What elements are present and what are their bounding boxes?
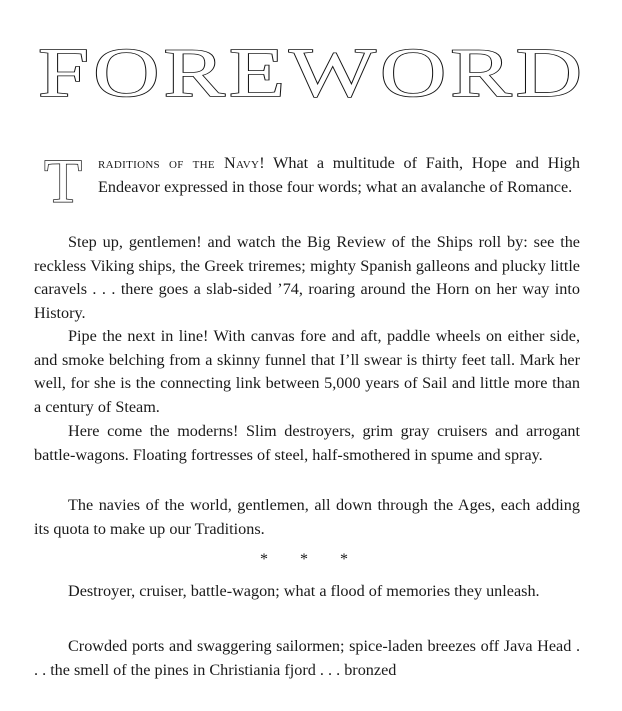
paragraph-7-text: Crowded ports and swaggering sailormen; spice-laden breezes off Java Head . . . the smell of the pines in Christiania fjord . . . bronzed — [34, 637, 580, 679]
foreword-title-text: FOREWORD — [38, 35, 586, 106]
paragraph-4-text: Here come the moderns! Slim destroyers, grim gray cruisers and arrogant battle-wagons. Floating fortresses of steel, half-smothered in spume and spray. — [34, 422, 580, 464]
paragraph-4 — [34, 420, 580, 467]
paragraph-6 — [34, 580, 580, 604]
paragraph-7 — [34, 635, 580, 682]
paragraph-1-text: ! What a multitude of Faith, Hope and High Endeavor expressed in those four words; what an avalanche of Romance. — [98, 154, 580, 196]
drop-cap-letter: T — [44, 152, 82, 208]
drop-cap — [34, 152, 92, 208]
paragraph-6-text: Destroyer, cruiser, battle-wagon; what a flood of memories they unleash. — [68, 582, 540, 600]
paragraph-3-text: Pipe the next in line! With canvas fore and aft, paddle wheels on either side, and smoke belching from a skinny funnel that I’ll swear is thirty feet tall. Mark her well, for she is the connecting link between 5,000 years of Sail and little more than a century of Steam. — [34, 327, 580, 416]
section-separator: * * * — [260, 551, 362, 568]
paragraph-2 — [34, 231, 580, 325]
paragraph-1-lead: raditions of the Navy — [98, 154, 260, 172]
paragraph-5 — [34, 494, 580, 541]
paragraph-5-text: The navies of the world, gentlemen, all down through the Ages, each adding its quota to make up our Traditions. — [34, 496, 580, 538]
paragraph-1 — [34, 152, 580, 208]
paragraph-3 — [34, 325, 580, 419]
paragraph-2-text: Step up, gentlemen! and watch the Big Review of the Ships roll by: see the reckless Viking ships, the Greek triremes; mighty Spanish galleons and plucky little caravels . . . there goes a slab-sided ’74, roaring around the Horn on her way into History. — [34, 233, 580, 322]
foreword-title — [32, 34, 592, 106]
